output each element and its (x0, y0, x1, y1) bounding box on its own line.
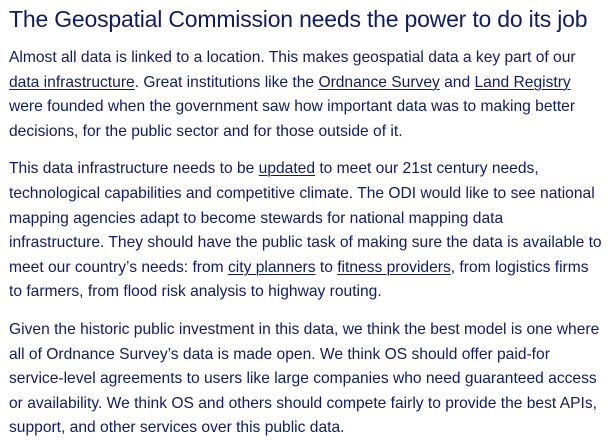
link-updated[interactable]: updated (258, 160, 316, 178)
link-city-planners[interactable]: city planners (228, 258, 316, 276)
paragraph-1 (9, 46, 602, 144)
link-fitness-providers[interactable]: fitness providers (337, 258, 451, 276)
paragraph-2-text-4: , from logistics firms to farmers, from flood risk analysis to highway routing. (9, 258, 589, 301)
link-ordnance-survey[interactable]: Ordnance Survey (318, 73, 440, 91)
paragraph-2-text-2: to meet our 21st century needs, technological capabilities and competitive climate. The ODI would like to see national mapping agencies adapt to become stewards for national mapping data infrastructure. They should have the public task of making sure the data is available to meet our country’s needs: from (9, 160, 602, 276)
link-land-registry[interactable]: Land Registry (474, 73, 571, 91)
paragraph-1-text-4: were founded when the government saw how important data was to making better decisions, for the public sector and for those outside of it. (9, 98, 576, 140)
paragraph-2 (9, 157, 602, 305)
paragraph-1-text-2: . Great institutions like the (134, 73, 319, 91)
paragraph-2-text-1: This data infrastructure needs to be (9, 160, 259, 178)
paragraph-2-text-3: to (315, 258, 338, 276)
paragraph-3: Given the historic public investment in this data, we think the best model is one where all of Ordnance Survey’s data is made open. We think OS should offer paid-for service-level agreements to users like large companies who need guaranteed access or availability. We think OS and others should compete fairly to provide the best APIs, support, and other services over this public data. (9, 320, 600, 437)
link-data-infrastructure[interactable]: data infrastructure (9, 73, 135, 91)
paragraph-1-text-1: Almost all data is linked to a location. This makes geospatial data a key part of our (9, 49, 576, 66)
paragraph-1-text-3: and (439, 73, 475, 91)
article-title: The Geospatial Commission needs the power to do its job (9, 6, 588, 32)
